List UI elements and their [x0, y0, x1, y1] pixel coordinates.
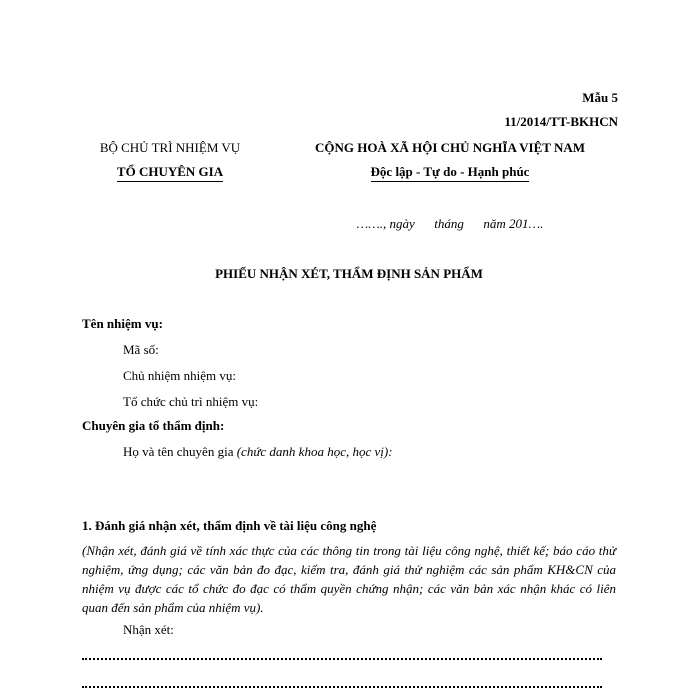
expert-name-line — [123, 444, 393, 460]
task-leader-label: Chủ nhiệm nhiệm vụ: — [123, 368, 237, 383]
expert-group-label: TỔ CHUYÊN GIA — [117, 164, 223, 182]
country-name: CỘNG HOÀ XÃ HỘI CHỦ NGHĨA VIỆT NAM — [314, 140, 586, 155]
answer-line[interactable] — [82, 658, 602, 660]
motto — [290, 164, 610, 182]
section1-heading: 1. Đánh giá nhận xét, thẩm định về tài liệu công nghệ — [82, 518, 377, 533]
motto-text: Độc lập - Tự do - Hạnh phúc — [371, 164, 530, 182]
expert-name-label: Họ và tên chuyên gia — [123, 444, 237, 459]
task-code-label: Mã số: — [123, 342, 159, 357]
answer-line[interactable] — [82, 686, 602, 688]
comment-label: Nhận xét: — [123, 622, 174, 637]
document-title: PHIẾU NHẬN XÉT, THẨM ĐỊNH SẢN PHẨM — [215, 266, 483, 281]
ministry-name: BỘ CHỦ TRÌ NHIỆM VỤ — [99, 140, 241, 155]
task-heading: Tên nhiệm vụ: — [82, 316, 163, 331]
expert-heading: Chuyên gia tổ thẩm định: — [82, 418, 225, 433]
task-org-label: Tổ chức chủ trì nhiệm vụ: — [123, 394, 259, 409]
expert-group-name — [90, 164, 250, 182]
section1-description: (Nhận xét, đánh giá về tính xác thực của các thông tin trong tài liệu công nghệ, thiết kế; báo cáo thử nghiệm, ứng dụng; các văn bản đo đạc, kiểm tra, đánh giá thử nghiệm các sản phẩm KH&CN của nhiệm vụ được các tổ chức đo đạc có thẩm quyền chứng nhận; các văn bản xác nhận khác có liên quan đến sản phẩm của nhiệm vụ). — [82, 543, 616, 615]
circular-reference: 11/2014/TT-BKHCN — [504, 114, 618, 129]
expert-name-hint: (chức danh khoa học, học vị): — [236, 444, 393, 459]
date-line: ……., ngày tháng năm 201…. — [356, 216, 544, 231]
form-number: Mẫu 5 — [582, 90, 618, 105]
